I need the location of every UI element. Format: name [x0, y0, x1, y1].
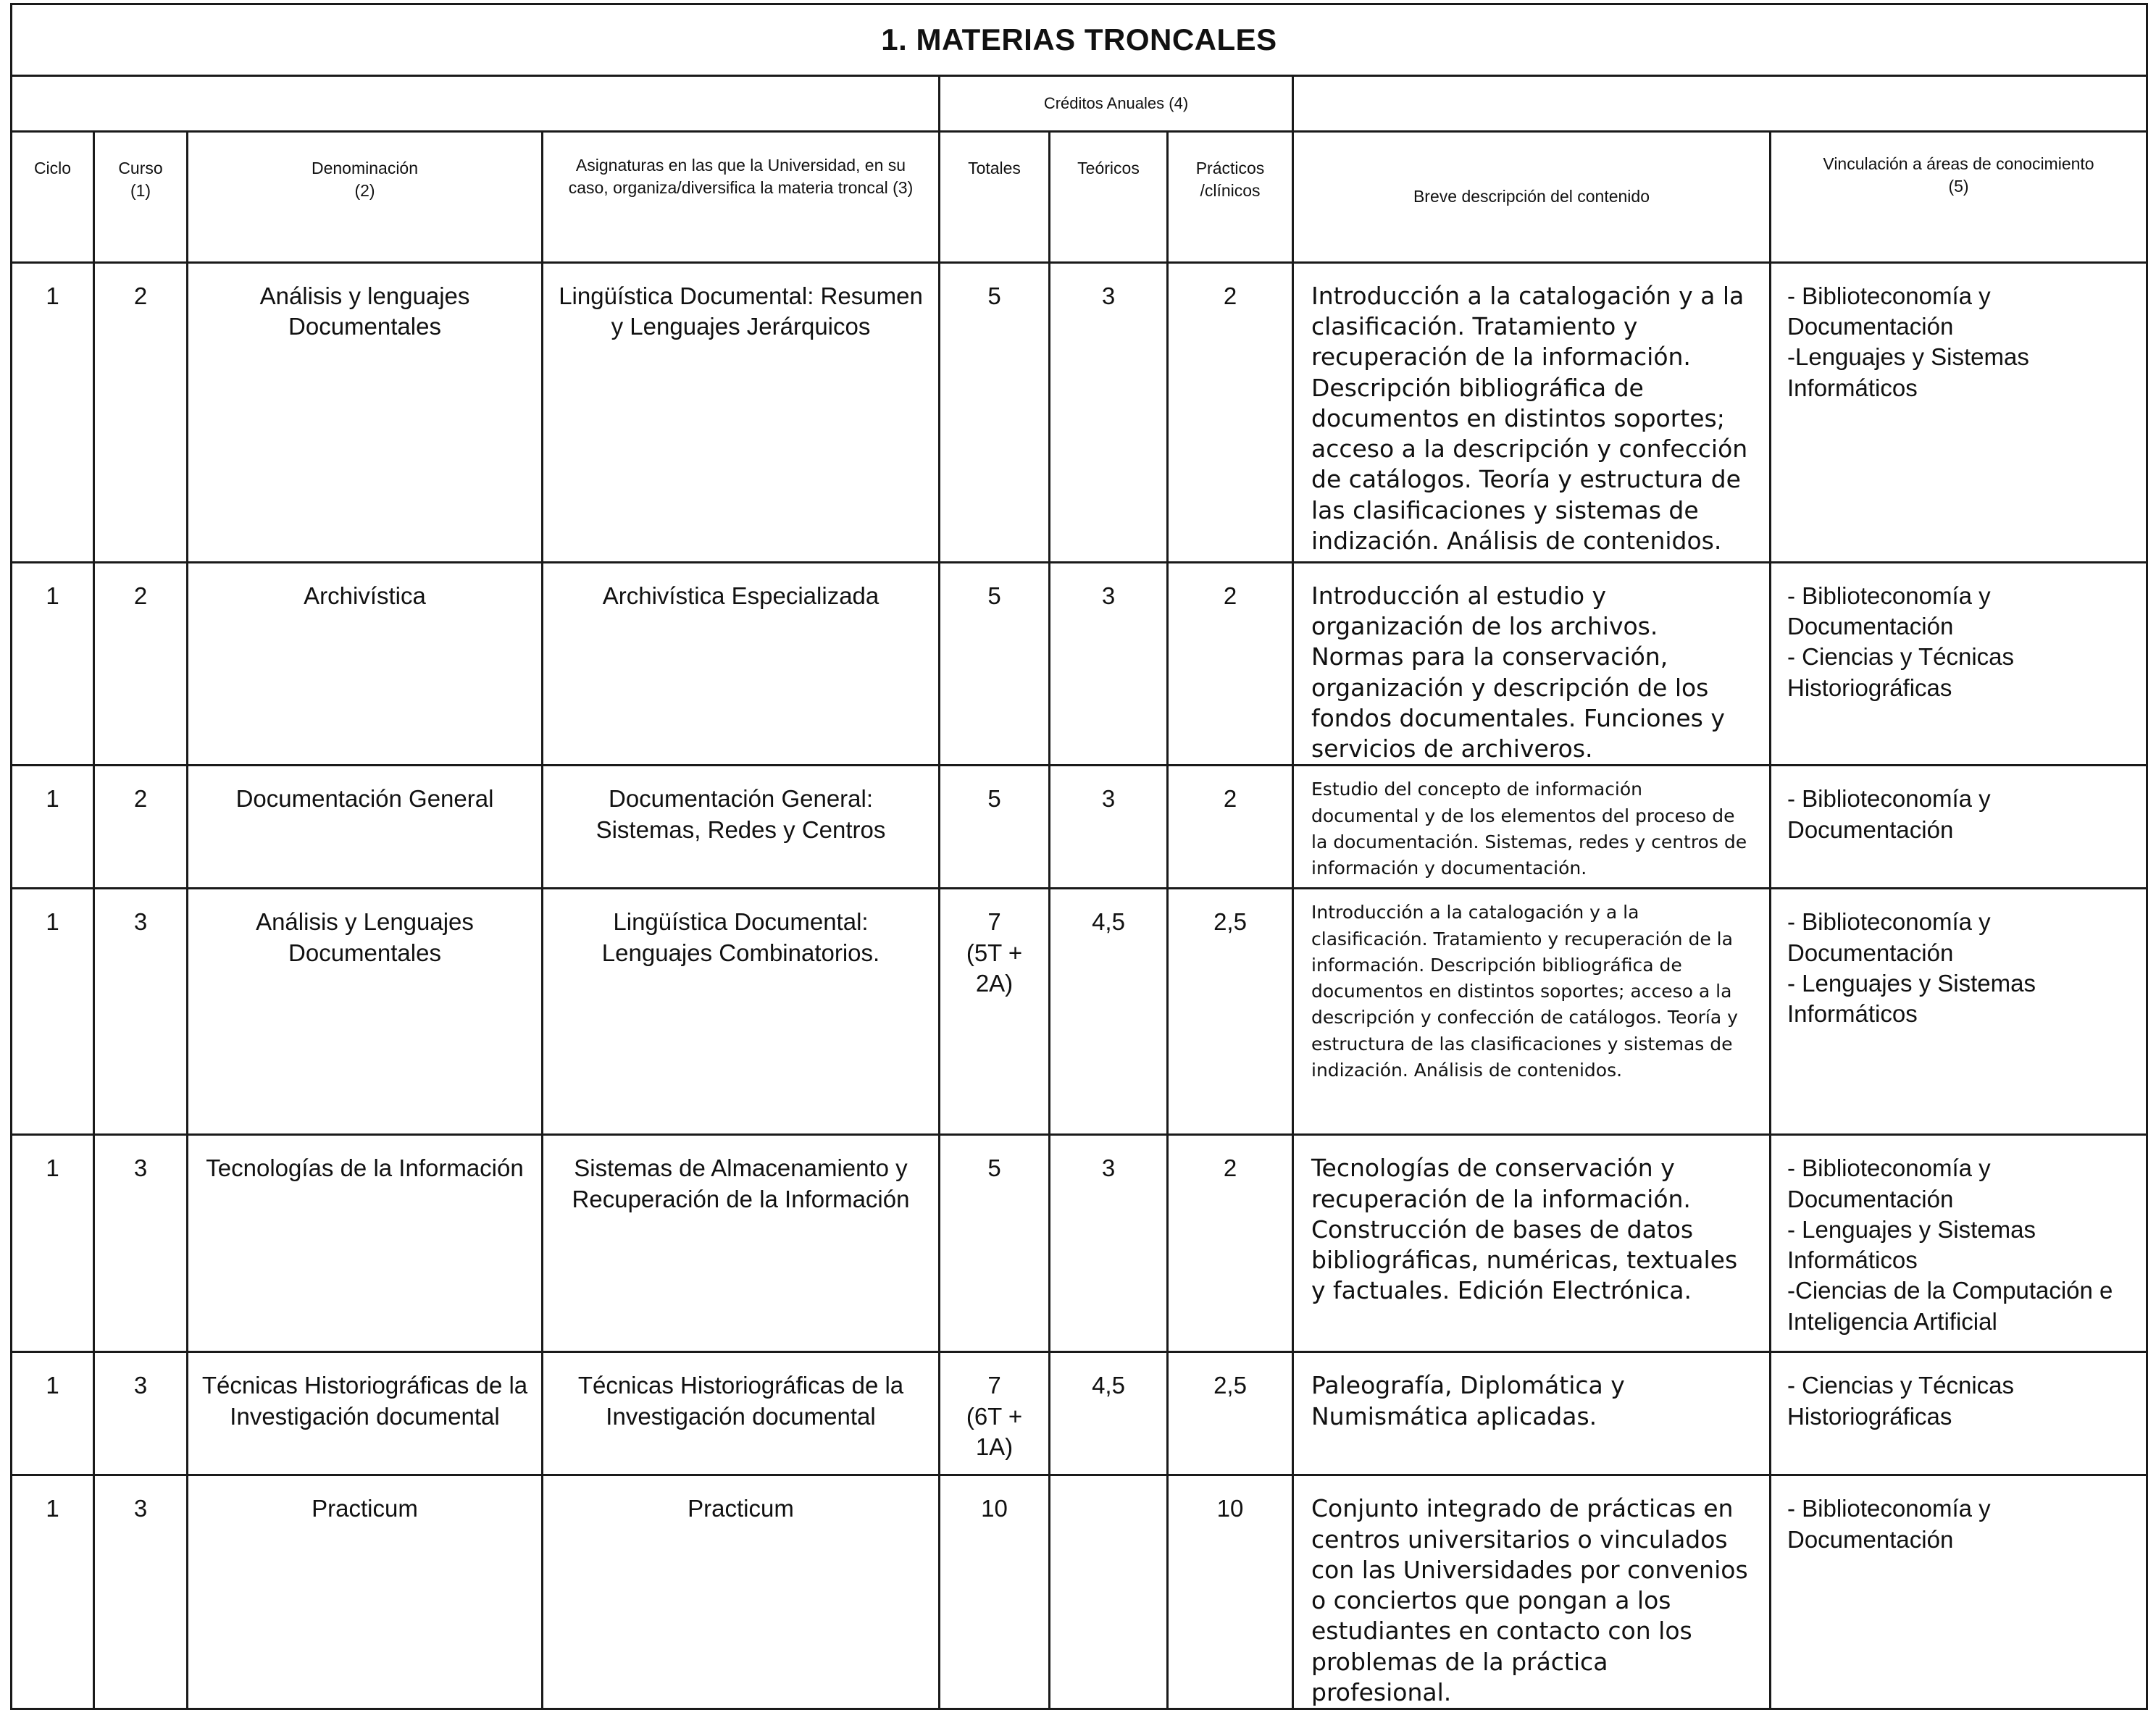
- cell-teoricos: [1050, 1475, 1168, 1709]
- cell-asignatura: Archivística Especializada: [543, 563, 940, 766]
- cell-descripcion: Tecnologías de conservación y recuperación de la información. Construcción de bases de datos bibliográficas, numéricas, textuales y factuales. Edición Electrónica.: [1293, 1135, 1771, 1352]
- cell-denominacion: Documentación General: [188, 766, 543, 889]
- page-title: 1. MATERIAS TRONCALES: [12, 4, 2147, 76]
- cell-curso: 2: [94, 563, 188, 766]
- cell-totales: 5: [940, 1135, 1050, 1352]
- creditos-group-header: Créditos Anuales (4): [940, 76, 1293, 132]
- table-row: [12, 1135, 2147, 1352]
- cell-denominacion: Técnicas Historiográficas de la Investigación documental: [188, 1352, 543, 1475]
- cell-totales: 10: [940, 1475, 1050, 1709]
- cell-asignatura: Lingüística Documental: Lenguajes Combinatorios.: [543, 889, 940, 1135]
- col-header-descripcion: Breve descripción del contenido: [1293, 132, 1771, 263]
- cell-asignatura: Documentación General: Sistemas, Redes y Centros: [543, 766, 940, 889]
- cell-curso: 3: [94, 1475, 188, 1709]
- col-header-vinculacion: Vinculación a áreas de conocimiento (5): [1771, 132, 2147, 263]
- header-group-blank-right: [1293, 76, 2147, 132]
- cell-areas: - Biblioteconomía y Documentación: [1771, 766, 2147, 889]
- cell-areas: - Ciencias y Técnicas Historiográficas: [1771, 1352, 2147, 1475]
- cell-ciclo: 1: [12, 889, 94, 1135]
- cell-practicos: 2: [1168, 766, 1293, 889]
- table-row: [12, 563, 2147, 766]
- materias-troncales-document: [10, 3, 2146, 1710]
- col-header-practicos: Prácticos /clínicos: [1168, 132, 1293, 263]
- cell-totales: 7 (5T + 2A): [940, 889, 1050, 1135]
- col-header-ciclo: Ciclo: [12, 132, 94, 263]
- cell-teoricos: 3: [1050, 1135, 1168, 1352]
- cell-descripcion: Estudio del concepto de información documental y de los elementos del proceso de la documentación. Sistemas, redes y centros de información y documentación.: [1293, 766, 1771, 889]
- cell-practicos: 2,5: [1168, 1352, 1293, 1475]
- cell-areas: - Biblioteconomía y Documentación - Lenguajes y Sistemas Informáticos -Ciencias de la Computación e Inteligencia Artificial: [1771, 1135, 2147, 1352]
- table-row: [12, 766, 2147, 889]
- cell-asignatura: Sistemas de Almacenamiento y Recuperación de la Información: [543, 1135, 940, 1352]
- cell-teoricos: 3: [1050, 766, 1168, 889]
- cell-curso: 2: [94, 263, 188, 563]
- table-row: [12, 1475, 2147, 1709]
- cell-curso: 3: [94, 1352, 188, 1475]
- cell-denominacion: Análisis y Lenguajes Documentales: [188, 889, 543, 1135]
- cell-ciclo: 1: [12, 1135, 94, 1352]
- cell-curso: 3: [94, 1135, 188, 1352]
- cell-teoricos: 4,5: [1050, 1352, 1168, 1475]
- cell-practicos: 10: [1168, 1475, 1293, 1709]
- table-row: [12, 263, 2147, 563]
- cell-descripcion: Introducción a la catalogación y a la clasificación. Tratamiento y recuperación de la información. Descripción bibliográfica de documentos en distintos soportes; acceso a la descripción y confección de catálogos. Teoría y estructura de las clasificaciones y sistemas de indización. Análisis de contenidos.: [1293, 263, 1771, 563]
- header-group-blank: [12, 76, 940, 132]
- cell-asignatura: Lingüística Documental: Resumen y Lenguajes Jerárquicos: [543, 263, 940, 563]
- cell-totales: 5: [940, 263, 1050, 563]
- cell-descripcion: Introducción al estudio y organización de los archivos. Normas para la conservación, organización y descripción de los fondos documentales. Funciones y servicios de archiveros.: [1293, 563, 1771, 766]
- col-header-totales: Totales: [940, 132, 1050, 263]
- col-header-denominacion: Denominación (2): [188, 132, 543, 263]
- cell-descripcion: Paleografía, Diplomática y Numismática aplicadas.: [1293, 1352, 1771, 1475]
- cell-ciclo: 1: [12, 563, 94, 766]
- col-header-curso: Curso (1): [94, 132, 188, 263]
- cell-totales: 7 (6T + 1A): [940, 1352, 1050, 1475]
- cell-teoricos: 3: [1050, 563, 1168, 766]
- cell-denominacion: Tecnologías de la Información: [188, 1135, 543, 1352]
- cell-ciclo: 1: [12, 263, 94, 563]
- cell-areas: - Biblioteconomía y Documentación -Lenguajes y Sistemas Informáticos: [1771, 263, 2147, 563]
- table-row: [12, 889, 2147, 1135]
- cell-asignatura: Técnicas Historiográficas de la Investigación documental: [543, 1352, 940, 1475]
- cell-areas: - Biblioteconomía y Documentación - Lenguajes y Sistemas Informáticos: [1771, 889, 2147, 1135]
- cell-practicos: 2: [1168, 563, 1293, 766]
- cell-ciclo: 1: [12, 1352, 94, 1475]
- cell-ciclo: 1: [12, 1475, 94, 1709]
- col-header-asignaturas: Asignaturas en las que la Universidad, en su caso, organiza/diversifica la materia troncal (3): [543, 132, 940, 263]
- cell-areas: - Biblioteconomía y Documentación - Ciencias y Técnicas Historiográficas: [1771, 563, 2147, 766]
- col-header-teoricos: Teóricos: [1050, 132, 1168, 263]
- cell-descripcion: Conjunto integrado de prácticas en centros universitarios o vinculados con las Universidades por convenios o conciertos que pongan a los estudiantes en contacto con los problemas de la práctica profesional.: [1293, 1475, 1771, 1709]
- cell-practicos: 2,5: [1168, 889, 1293, 1135]
- materias-table: [10, 3, 2148, 1710]
- cell-practicos: 2: [1168, 1135, 1293, 1352]
- cell-totales: 5: [940, 766, 1050, 889]
- cell-areas: - Biblioteconomía y Documentación: [1771, 1475, 2147, 1709]
- cell-totales: 5: [940, 563, 1050, 766]
- cell-curso: 2: [94, 766, 188, 889]
- cell-practicos: 2: [1168, 263, 1293, 563]
- table-row: [12, 1352, 2147, 1475]
- cell-denominacion: Análisis y lenguajes Documentales: [188, 263, 543, 563]
- cell-denominacion: Practicum: [188, 1475, 543, 1709]
- cell-teoricos: 3: [1050, 263, 1168, 563]
- cell-ciclo: 1: [12, 766, 94, 889]
- cell-teoricos: 4,5: [1050, 889, 1168, 1135]
- cell-curso: 3: [94, 889, 188, 1135]
- table-body: [12, 263, 2147, 1709]
- cell-descripcion: Introducción a la catalogación y a la clasificación. Tratamiento y recuperación de la información. Descripción bibliográfica de documentos en distintos soportes; acceso a la descripción y confección de catálogos. Teoría y estructura de las clasificaciones y sistemas de indización. Análisis de contenidos.: [1293, 889, 1771, 1135]
- cell-denominacion: Archivística: [188, 563, 543, 766]
- cell-asignatura: Practicum: [543, 1475, 940, 1709]
